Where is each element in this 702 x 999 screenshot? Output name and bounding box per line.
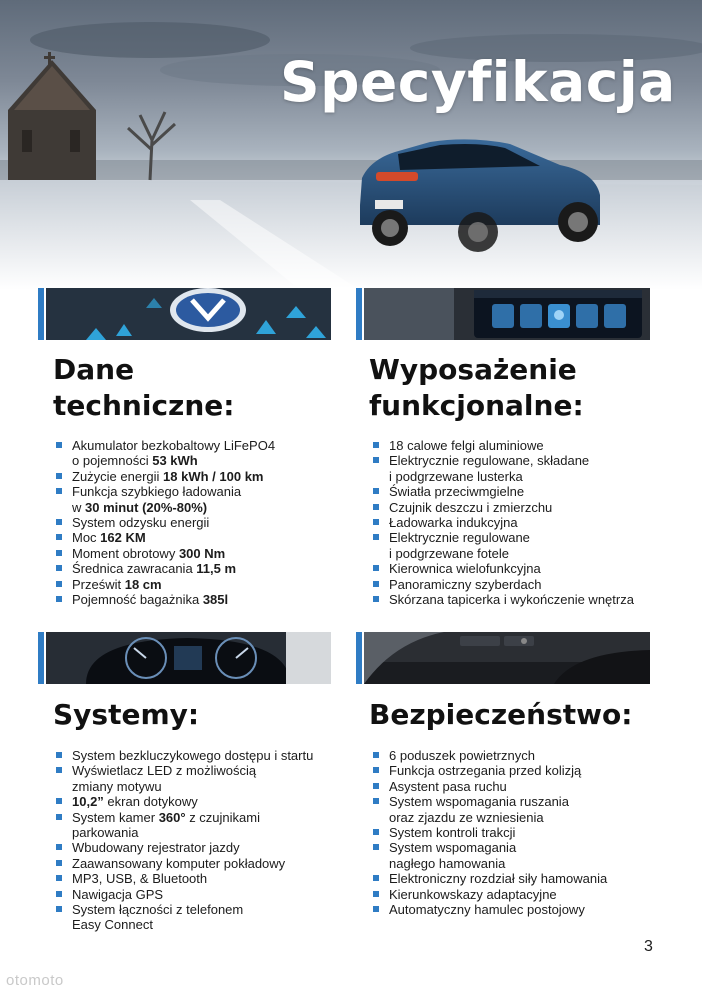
bullet-square-icon — [56, 581, 62, 587]
list-item: System kontroli trakcji — [372, 825, 607, 840]
list-item: Moc 162 KM — [55, 530, 275, 545]
dane-image-band — [38, 288, 331, 340]
bullet-square-icon — [373, 829, 379, 835]
bullet-square-icon — [373, 534, 379, 540]
section-title-wyposazenie-line2: funkcjonalne: — [369, 389, 584, 422]
accent-bar — [356, 632, 362, 684]
bullet-square-icon — [56, 844, 62, 850]
list-item: System wspomagania ruszania oraz zjazdu ze wzniesienia — [372, 794, 607, 825]
bullet-square-icon — [56, 488, 62, 494]
bullet-square-icon — [373, 752, 379, 758]
bullet-square-icon — [56, 875, 62, 881]
bullet-square-icon — [373, 488, 379, 494]
bullet-square-icon — [373, 891, 379, 897]
list-item: Funkcja ostrzegania przed kolizją — [372, 763, 607, 778]
list-item: Elektrycznie regulowane, składane i podgrzewane lusterka — [372, 453, 634, 484]
section-title-systemy: Systemy: — [53, 698, 200, 731]
bullet-square-icon — [56, 565, 62, 571]
list-item: Funkcja szybkiego ładowania w 30 minut (20%-80%) — [55, 484, 275, 515]
bullet-square-icon — [56, 442, 62, 448]
list-item: System łączności z telefonem Easy Connect — [55, 902, 313, 933]
systemy-list — [55, 748, 313, 933]
list-item: Światła przeciwmgielne — [372, 484, 634, 499]
bullet-square-icon — [373, 875, 379, 881]
list-item: 18 calowe felgi aluminiowe — [372, 438, 634, 453]
dane-list — [55, 438, 275, 607]
accent-bar — [38, 632, 44, 684]
list-item: Panoramiczny szyberdach — [372, 577, 634, 592]
page-title: Specyfikacja — [280, 50, 676, 114]
list-item: Wyświetlacz LED z możliwością zmiany motywu — [55, 763, 313, 794]
bullet-square-icon — [56, 534, 62, 540]
section-title-bezpieczenstwo: Bezpieczeństwo: — [369, 698, 633, 731]
bullet-square-icon — [373, 457, 379, 463]
bullet-square-icon — [56, 860, 62, 866]
bullet-square-icon — [373, 906, 379, 912]
grille-logo-image — [46, 288, 331, 340]
list-item: System bezkluczykowego dostępu i startu — [55, 748, 313, 763]
wyposazenie-image-band — [356, 288, 650, 340]
bullet-square-icon — [373, 596, 379, 602]
list-item: Elektroniczny rozdział siły hamowania — [372, 871, 607, 886]
section-title-wyposazenie — [369, 352, 584, 424]
page-number: 3 — [644, 938, 653, 955]
bullet-square-icon — [373, 798, 379, 804]
list-item: Moment obrotowy 300 Nm — [55, 546, 275, 561]
wyposazenie-list — [372, 438, 634, 607]
list-item: Nawigacja GPS — [55, 887, 313, 902]
list-item: Kierunkowskazy adaptacyjne — [372, 887, 607, 902]
hero-car-photo — [0, 0, 702, 290]
list-item: Automatyczny hamulec postojowy — [372, 902, 607, 917]
section-title-dane-line2: techniczne: — [53, 389, 235, 422]
section-title-wyposazenie-line1: Wyposażenie — [369, 353, 577, 386]
accent-bar — [356, 288, 362, 340]
list-item: Akumulator bezkobaltowy LiFePO4 o pojemności 53 kWh — [55, 438, 275, 469]
bezpieczenstwo-list — [372, 748, 607, 917]
accent-bar — [38, 288, 44, 340]
list-item: Zużycie energii 18 kWh / 100 km — [55, 469, 275, 484]
list-item: Zaawansowany komputer pokładowy — [55, 856, 313, 871]
list-item: 10,2” ekran dotykowy — [55, 794, 313, 809]
bullet-square-icon — [56, 891, 62, 897]
bullet-square-icon — [373, 783, 379, 789]
bullet-square-icon — [56, 798, 62, 804]
bullet-square-icon — [373, 767, 379, 773]
list-item: Wbudowany rejestrator jazdy — [55, 840, 313, 855]
bullet-square-icon — [373, 504, 379, 510]
watermark-logo: otomoto — [6, 972, 64, 989]
list-item: Elektrycznie regulowane i podgrzewane fotele — [372, 530, 634, 561]
bullet-square-icon — [56, 752, 62, 758]
section-title-dane-line1: Dane — [53, 353, 135, 386]
systemy-image-band — [38, 632, 331, 684]
bullet-square-icon — [56, 519, 62, 525]
bullet-square-icon — [373, 844, 379, 850]
bullet-square-icon — [373, 565, 379, 571]
instrument-cluster-image — [46, 632, 331, 684]
list-item: System kamer 360° z czujnikami parkowania — [55, 810, 313, 841]
bullet-square-icon — [56, 906, 62, 912]
bezpieczenstwo-image-band — [356, 632, 650, 684]
list-item: Kierownica wielofunkcyjna — [372, 561, 634, 576]
list-item: System wspomagania nagłego hamowania — [372, 840, 607, 871]
section-title-dane — [53, 352, 234, 424]
bullet-square-icon — [373, 519, 379, 525]
list-item: Skórzana tapicerka i wykończenie wnętrza — [372, 592, 634, 607]
bullet-square-icon — [56, 596, 62, 602]
list-item: System odzysku energii — [55, 515, 275, 530]
list-item: MP3, USB, & Bluetooth — [55, 871, 313, 886]
list-item: Średnica zawracania 11,5 m — [55, 561, 275, 576]
list-item: Prześwit 18 cm — [55, 577, 275, 592]
list-item: Asystent pasa ruchu — [372, 779, 607, 794]
bullet-square-icon — [56, 767, 62, 773]
bullet-square-icon — [56, 550, 62, 556]
infotainment-screen-image — [364, 288, 650, 340]
list-item: 6 poduszek powietrznych — [372, 748, 607, 763]
center-console-image — [364, 632, 650, 684]
bullet-square-icon — [373, 442, 379, 448]
bullet-square-icon — [373, 581, 379, 587]
list-item: Ładowarka indukcyjna — [372, 515, 634, 530]
bullet-square-icon — [56, 473, 62, 479]
bullet-square-icon — [56, 814, 62, 820]
list-item: Pojemność bagażnika 385l — [55, 592, 275, 607]
list-item: Czujnik deszczu i zmierzchu — [372, 500, 634, 515]
hero-illustration — [0, 0, 702, 290]
